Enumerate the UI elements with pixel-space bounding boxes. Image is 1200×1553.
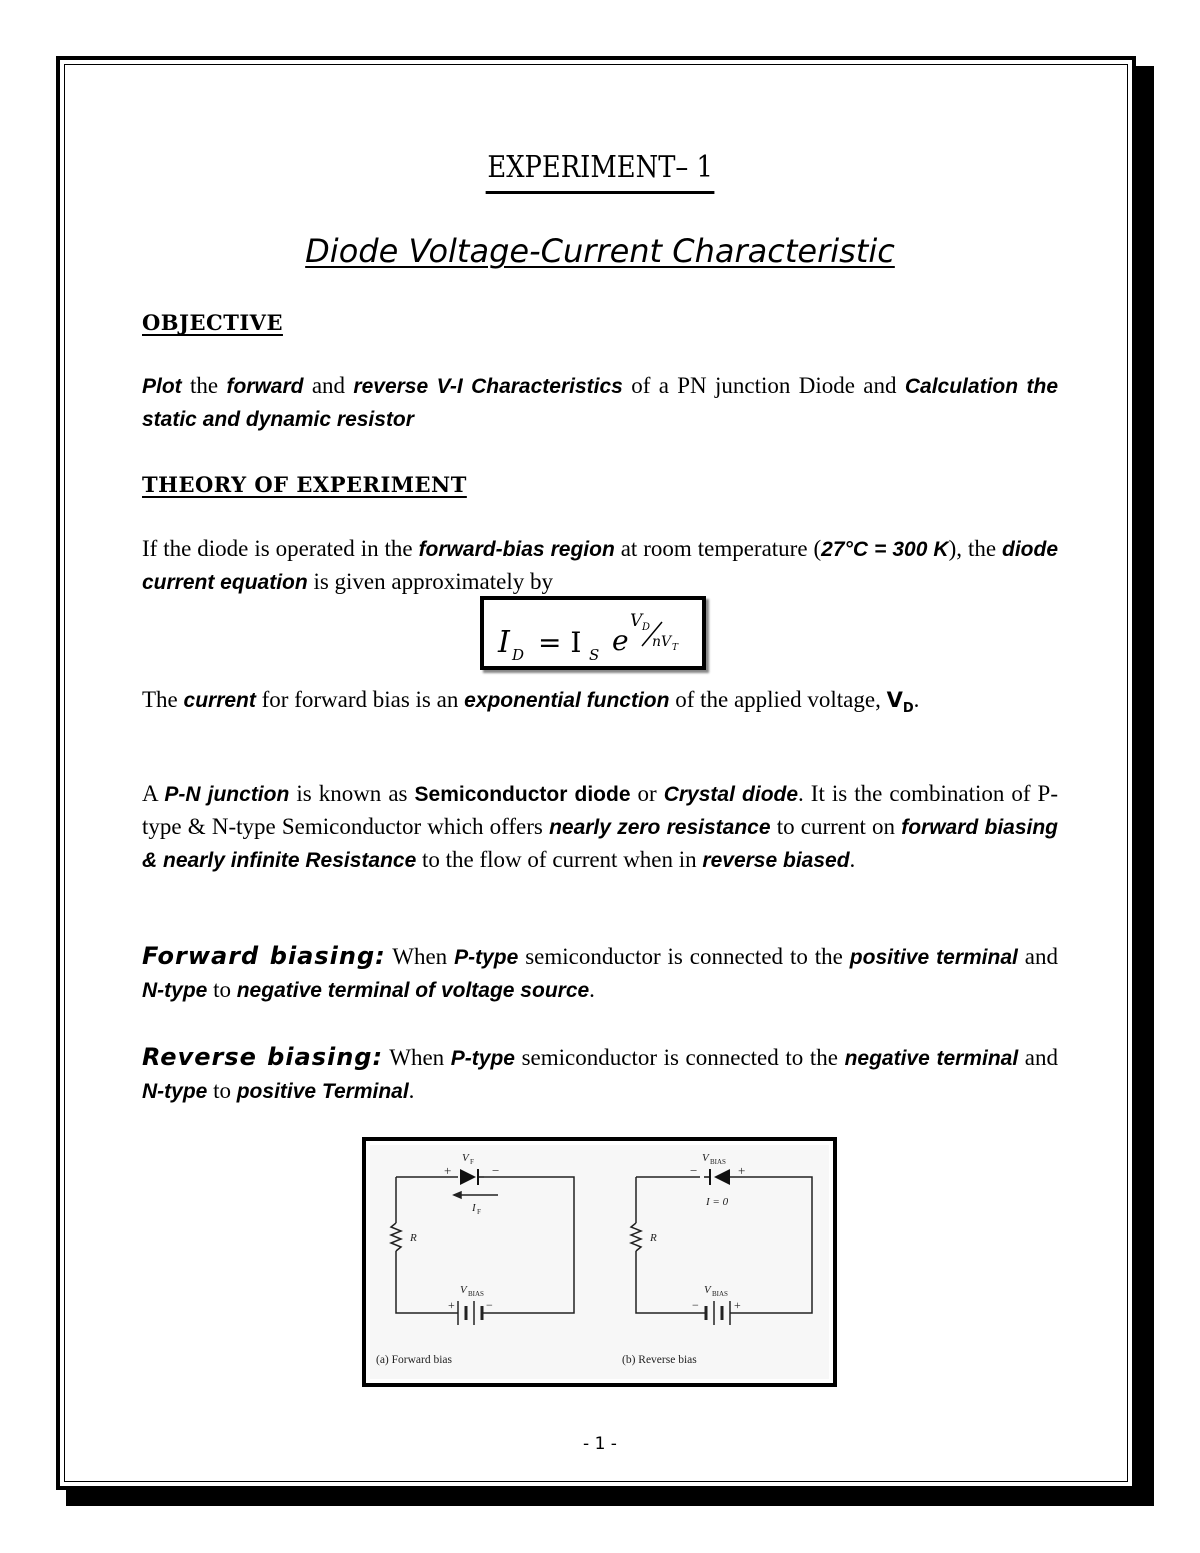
diode-equation: [480, 596, 706, 670]
svg-text:−: −: [692, 1298, 699, 1312]
svg-text:D: D: [512, 646, 525, 664]
objective-heading: OBJECTIVE: [142, 310, 283, 335]
svg-text:+: +: [448, 1298, 455, 1312]
bias-circuit-figure: [362, 1137, 837, 1387]
svg-text:F: F: [477, 1208, 481, 1216]
theory-paragraph-3: A P-N junction is known as Semiconductor diode or Crystal diode. It is the combination of P-type & N-type Semiconductor which offers nearly zero resistance to current on forward biasing & nearly infinite Resistance to the flow of current when in reverse biased.: [142, 781, 1059, 872]
svg-text:T: T: [672, 643, 679, 653]
svg-text:e: e: [612, 624, 629, 657]
svg-text:V: V: [702, 1152, 709, 1164]
reverse-biasing-paragraph: Reverse biasing: When P-type semiconductor is connected to the negative terminal and N-type to positive Terminal.: [142, 1043, 1058, 1103]
svg-text:F: F: [470, 1158, 474, 1166]
svg-text:BIAS: BIAS: [468, 1290, 484, 1298]
svg-text:= I: = I: [538, 626, 582, 659]
svg-text:(b) Reverse bias: (b) Reverse bias: [622, 1354, 697, 1366]
svg-text:I: I: [472, 1202, 476, 1214]
objective-text: Plot the forward and reverse V-I Characteristics of a PN junction Diode and Calculation the static and dynamic resistor: [142, 373, 1058, 431]
svg-text:I = 0: I = 0: [706, 1196, 729, 1208]
svg-text:V: V: [704, 1284, 711, 1296]
page-number: - 1 -: [583, 1434, 617, 1454]
svg-text:BIAS: BIAS: [710, 1158, 726, 1166]
svg-text:V: V: [460, 1284, 467, 1296]
svg-text:V: V: [462, 1152, 469, 1164]
svg-text:R: R: [410, 1232, 417, 1244]
theory-heading: THEORY OF EXPERIMENT: [142, 472, 467, 497]
forward-biasing-paragraph: Forward biasing: When P-type semiconductor is connected to the positive terminal and N-type to negative terminal of voltage source.: [142, 942, 1058, 1002]
svg-text:I: I: [498, 625, 510, 660]
svg-text:+: +: [738, 1163, 746, 1178]
experiment-number: EXPERIMENT– 1: [0, 150, 1200, 194]
svg-text:+: +: [444, 1163, 452, 1178]
svg-text:R: R: [650, 1232, 657, 1244]
svg-text:−: −: [486, 1298, 493, 1312]
svg-text:(a) Forward bias: (a) Forward bias: [376, 1354, 453, 1366]
svg-text:S: S: [589, 646, 600, 664]
theory-paragraph-1: If the diode is operated in the forward-bias region at room temperature (27°C = 300 K), the diode current equation is given approximately by: [142, 536, 1058, 594]
theory-paragraph-2: The current for forward bias is an exponential function of the applied voltage, $V_D$.: [142, 687, 920, 717]
svg-text:nV: nV: [652, 634, 672, 650]
svg-text:V: V: [630, 611, 643, 631]
svg-text:−: −: [492, 1163, 500, 1178]
page-title: Diode Voltage-Current Characteristic: [305, 232, 895, 270]
svg-text:−: −: [690, 1163, 698, 1178]
svg-text:D: D: [642, 622, 651, 633]
svg-text:BIAS: BIAS: [712, 1290, 728, 1298]
svg-text:+: +: [734, 1298, 741, 1312]
